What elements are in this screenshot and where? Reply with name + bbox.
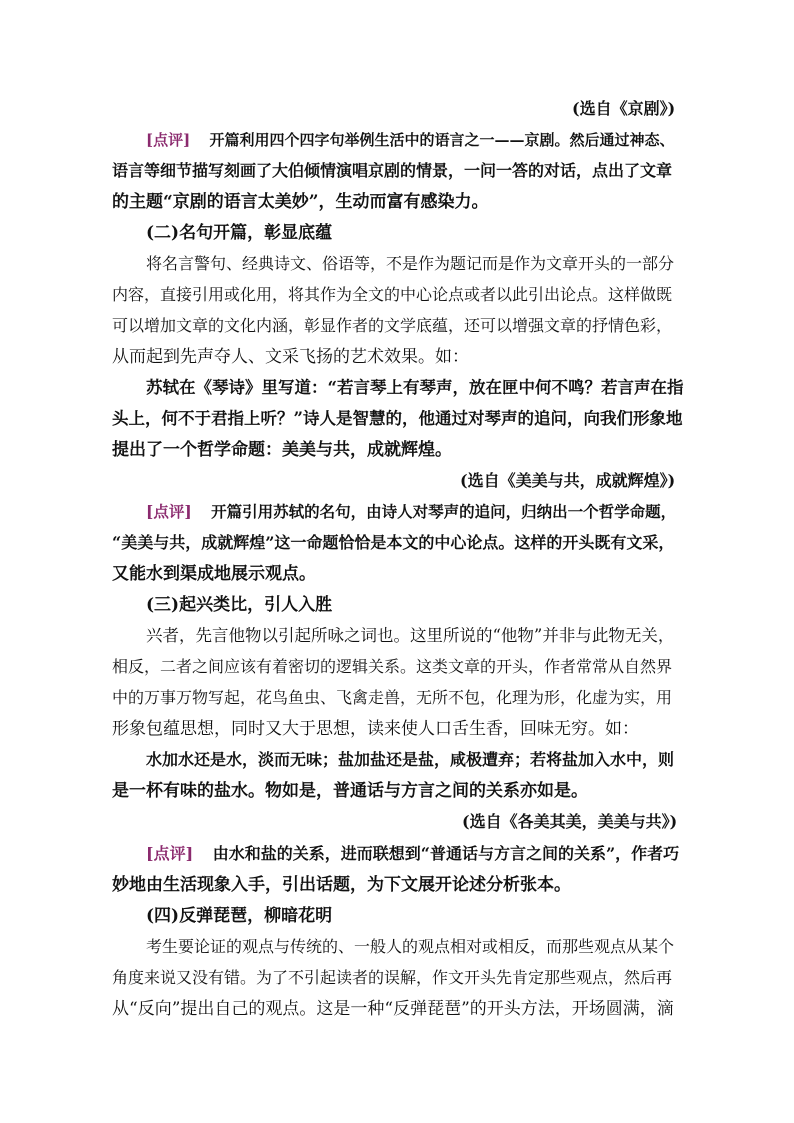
source-citation: (选自《美美与共，成就辉煌》) — [460, 471, 676, 490]
comment-text: 开篇利用四个四字句举例生活中的语言之一——京剧。然后通过神态、 — [209, 131, 675, 149]
body-text: 内容，直接引用或化用，将其作为全文的中心论点或者以此引出论点。这样做既 — [112, 285, 673, 304]
comment-line: 的主题“京剧的语言太美妙”，生动而富有感染力。 — [112, 192, 489, 212]
source-citation: (选自《各美其美，美美与共》) — [462, 812, 678, 831]
example-text: 头上，何不于君指上听？”诗人是智慧的，他通过对琴声的追问，向我们形象地 — [112, 409, 683, 428]
example-text: 是一杯有味的盐水。物如是，普通话与方言之间的关系亦如是。 — [112, 781, 588, 801]
body-text: 考生要论证的观点与传统的、一般人的观点相对或相反，而那些观点从某个 — [146, 937, 675, 956]
body-text: 中的万事万物写起，花鸟鱼虫、飞禽走兽，无所不包，化理为形，化虚为实，用 — [112, 688, 673, 707]
comment-line — [146, 501, 676, 523]
comment-text: 开篇引用苏轼的名句，由诗人对琴声的追问，归纳出一个哲学命题， — [211, 502, 677, 521]
comment-line: 又能水到渠成地展示观点。 — [112, 564, 316, 584]
comment-line: 妙地由生活现象入手，引出话题，为下文展开论述分析张本。 — [112, 875, 571, 895]
section-heading: (四)反弹琵琶，柳暗花明 — [146, 906, 333, 926]
body-text: 相反，二者之间应该有着密切的逻辑关系。这类文章的开头，作者常常从自然界 — [112, 657, 673, 676]
section-heading: (三)起兴类比，引人入胜 — [146, 595, 333, 615]
body-text: 从而起到先声夺人、文采飞扬的艺术效果。如： — [112, 347, 469, 367]
body-text: 兴者，先言他物以引起所咏之词也。这里所说的“他物”并非与此物无关， — [146, 626, 675, 645]
comment-line — [146, 843, 679, 865]
body-text: 形象包蕴思想，同时又大于思想，读来使人口舌生香，回味无穷。如： — [112, 719, 639, 739]
example-text: 水加水还是水，淡而无味；盐加盐还是盐，咸极遭弃；若将盐加入水中，则 — [146, 750, 675, 769]
example-text: 提出了一个哲学命题：美美与共，成就辉煌。 — [112, 440, 452, 460]
comment-tag: [点评] — [146, 131, 191, 149]
comment-tag: [点评] — [146, 844, 194, 863]
section-heading: (二)名句开篇，彰显底蕴 — [146, 223, 333, 243]
body-text: 从“反向”提出自己的观点。这是一种“反弹琵琶”的开头方法，开场圆满，滴 — [112, 999, 674, 1019]
example-text: 苏轼在《琴诗》里写道：“若言琴上有琴声，放在匣中何不鸣？若言声在指 — [146, 378, 684, 397]
body-text: 可以增加文章的文化内涵，彰显作者的文学底蕴，还可以增强文章的抒情色彩， — [112, 316, 673, 335]
comment-line: 语言等细节描写刻画了大伯倾情演唱京剧的情景，一问一答的对话，点出了文章 — [112, 161, 673, 180]
body-text: 角度来说又没有错。为了不引起读者的误解，作文开头先肯定那些观点，然后再 — [112, 968, 673, 987]
comment-line — [146, 129, 674, 151]
comment-tag: [点评] — [146, 502, 192, 521]
comment-line: “美美与共，成就辉煌”这一命题恰恰是本文的中心论点。这样的开头既有文采， — [112, 533, 675, 552]
body-text: 将名言警句、经典诗文、俗语等，不是作为题记而是作为文章开头的一部分 — [146, 254, 675, 273]
comment-text: 由水和盐的关系，进而联想到“普通话与方言之间的关系”，作者巧 — [212, 844, 680, 863]
source-citation: (选自《京剧》) — [572, 99, 676, 118]
